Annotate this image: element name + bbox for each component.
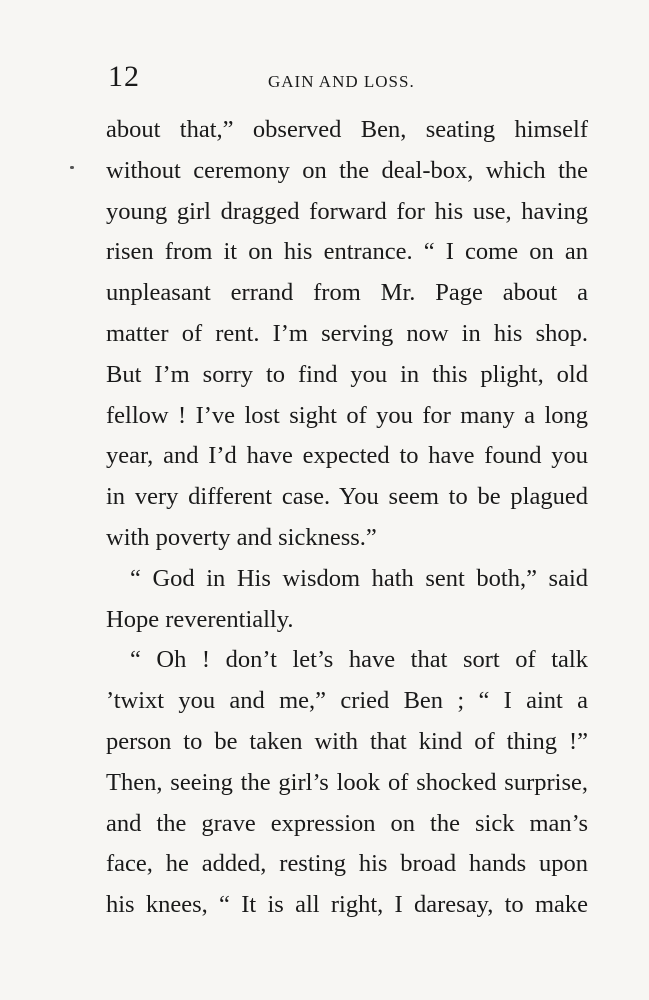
text-line: Then, seeing the girl’s look of shocked surprise, [106,768,588,796]
text-line: with poverty and sickness.” [106,523,377,551]
page-number: 12 [108,60,140,93]
text-line: Hope reverentially. [106,605,294,633]
text-line: person to be taken with that kind of thing !” [106,727,588,755]
text-line: year, and I’d have expected to have found you [106,442,588,470]
margin-mark [70,166,74,169]
text-line: But I’m sorry to find you in this plight, old [106,360,588,388]
text-line: unpleasant errand from Mr. Page about a [106,279,588,307]
text-line: fellow ! I’ve lost sight of you for many a long [106,401,588,429]
body-text [106,110,588,926]
text-line: young girl dragged forward for his use, having [106,197,588,225]
text-line: risen from it on his entrance. “ I come on an [106,238,588,266]
text-line: about that,” observed Ben, seating himself [106,116,588,143]
text-line: matter of rent. I’m serving now in his shop. [106,319,588,347]
text-line: without ceremony on the deal-box, which the [106,156,588,184]
text-line: ’twixt you and me,” cried Ben ; “ I aint a [106,687,588,715]
page-header [108,60,588,100]
text-line: his knees, “ It is all right, I daresay, to make [106,891,588,919]
running-head: GAIN AND LOSS. [268,72,415,91]
text-line: “ God in His wisdom hath sent both,” said [130,564,588,592]
text-line: face, he added, resting his broad hands upon [106,850,588,878]
text-line: in very different case. You seem to be plagued [106,483,588,511]
text-line: “ Oh ! don’t let’s have that sort of talk [130,646,588,674]
text-line: and the grave expression on the sick man’s [106,809,588,837]
